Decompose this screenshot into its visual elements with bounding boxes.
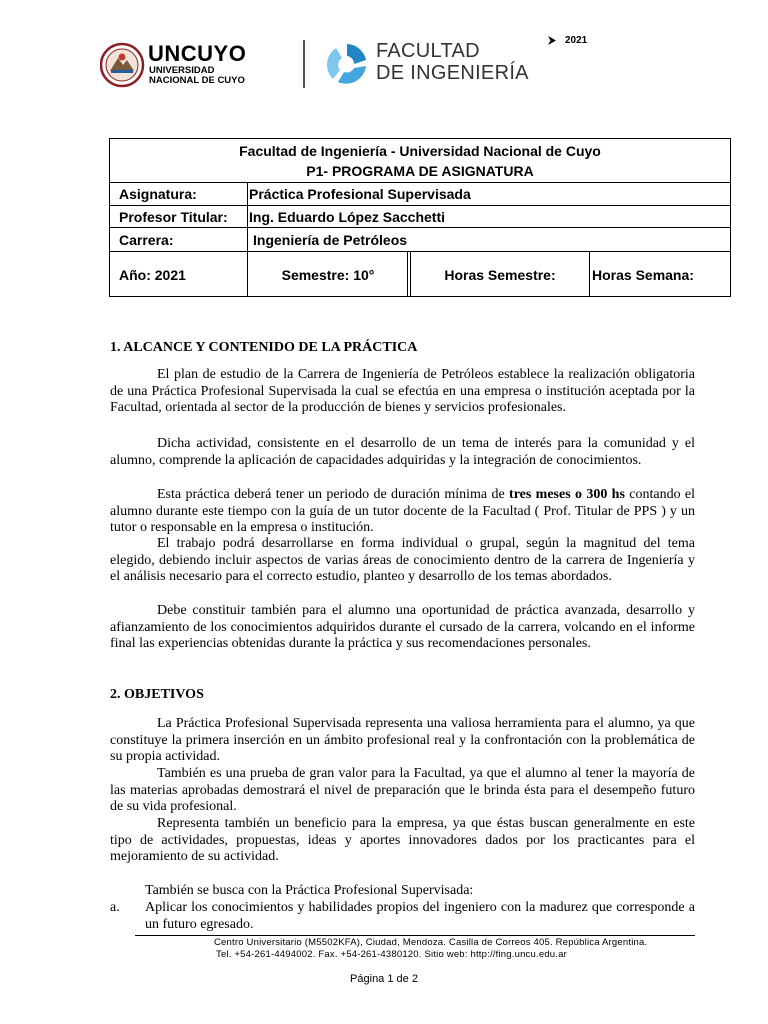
facultad-logo: [324, 40, 534, 88]
section-2-paragraph-2: También es una prueba de gran valor para la Facultad, ya que el alumno al tener la mayoría de las materias aprobadas demostrará el nivel de preparación que le brinda ésta para el desempeño futuro de su vida profesional.: [110, 766, 695, 815]
carrera-value: Ingeniería de Petróleos: [253, 231, 408, 248]
course-info-table: [109, 138, 731, 297]
section-1-p3-start: Esta práctica deberá tener un periodo de duración mínima de: [157, 487, 510, 502]
footer-address: Centro Universitario (M5502KFA), Ciudad, Mendoza. Casilla de Correos 405. República Argentina.: [214, 937, 648, 948]
section-1-p3-end: contando el alumno durante este tiempo con la guía de un tutor docente de la Facultad ( Prof. Titular de PPS ) y un tutor o responsable en la empresa o institución.: [110, 487, 696, 536]
table-title-line-1: Facultad de Ingeniería - Universidad Nacional de Cuyo: [239, 143, 601, 159]
profesor-label: Profesor Titular:: [119, 208, 228, 225]
list-item-a-marker: a.: [110, 900, 120, 915]
horas-semestre-cell: Horas Semestre:: [444, 266, 556, 283]
facultad-emblem-icon: [324, 40, 370, 88]
section-1-heading: 1. ALCANCE Y CONTENIDO DE LA PRÁCTICA: [110, 340, 418, 355]
arrowhead-bullet-icon: [548, 36, 556, 45]
section-1-paragraph-5: Debe constituir también para el alumno una oportunidad de práctica avanzada, desarrollo y afianzamiento de los conocimientos adquiridos durante el cursado de la carrera, volcando en el informe final las experiencias obtenidas durante la práctica y sus recomendaciones personales.: [110, 603, 695, 652]
uncuyo-logo: [100, 40, 250, 90]
table-title: [110, 139, 730, 183]
anio-cell: Año: 2021: [119, 266, 186, 283]
uncuyo-subtitle-2: NACIONAL DE CUYO: [149, 75, 245, 86]
row-profesor: [110, 205, 730, 227]
year-marker: [548, 35, 587, 46]
header-divider: [303, 40, 305, 88]
section-1-paragraph-1: El plan de estudio de la Carrera de Ingeniería de Petróleos establece la realización obligatoria de una Práctica Profesional Supervisada la cual se efectúa en una empresa o institución aceptada por la Facultad, orientada al sector de la producción de bienes y servicios profesionales.: [110, 367, 695, 416]
table-title-line-2: P1- PROGRAMA DE ASIGNATURA: [306, 163, 534, 179]
semestre-cell: Semestre: 10°: [281, 266, 375, 283]
section-1-p3-duration: tres meses o 300 hs: [509, 487, 625, 502]
uncuyo-subtitle-1: UNIVERSIDAD: [149, 65, 215, 76]
section-1-paragraph-2: Dicha actividad, consistente en el desarrollo de un tema de interés para la comunidad y el alumno, comprende la aplicación de capacidades adquiridas y la integración de conocimientos.: [110, 436, 695, 468]
page-number: Página 1 de 2: [350, 973, 418, 985]
list-item-a-text: Aplicar los conocimientos y habilidades propios del ingeniero con la madurez que corresponde a un futuro egresado.: [145, 900, 695, 932]
year-label: 2021: [565, 35, 588, 46]
section-1-paragraph-4: El trabajo podrá desarrollarse en forma individual o grupal, según la magnitud del tema elegido, debiendo incluir aspectos de varias áreas de conocimiento dentro de la carrera de Ingeniería y el análisis necesario para el correcto estudio, planteo y desarrollo de los temas abordados.: [110, 536, 695, 585]
footer-contact: Tel. +54-261-4494002. Fax. +54-261-4380120. Sitio web: http://fing.uncu.edu.ar: [216, 949, 567, 960]
carrera-label: Carrera:: [119, 231, 174, 248]
asignatura-value: Práctica Profesional Supervisada: [249, 186, 471, 202]
section-2-list-intro: También se busca con la Práctica Profesional Supervisada:: [145, 883, 474, 898]
row-carrera: [110, 227, 730, 251]
section-1-paragraph-3: [110, 487, 695, 537]
section-2-heading: 2. OBJETIVOS: [110, 687, 204, 702]
horas-semana-cell: Horas Semana:: [592, 266, 694, 283]
profesor-value: Ing. Eduardo López Sacchetti: [249, 208, 446, 225]
facultad-wordmark-2: DE INGENIERÍA: [376, 62, 529, 84]
asignatura-label: Asignatura:: [119, 186, 197, 202]
row-horas: [110, 251, 730, 297]
row-asignatura: [110, 182, 730, 205]
section-2-paragraph-3: Representa también un beneficio para la empresa, ya que éstas buscan generalmente en este tipo de actividades, propuestas, ideas y aportes innovadores dados por los practicantes para el mejoramiento de su actividad.: [110, 816, 695, 865]
uncuyo-wordmark: UNCUYO: [148, 41, 247, 66]
facultad-wordmark-1: FACULTAD: [376, 40, 480, 62]
section-2-paragraph-1: La Práctica Profesional Supervisada representa una valiosa herramienta para el alumno, ya que constituye la primera inserción en un ámbito profesional real y la confrontación con la problemática de su propia actividad.: [110, 716, 695, 765]
footer-rule: [135, 935, 695, 936]
